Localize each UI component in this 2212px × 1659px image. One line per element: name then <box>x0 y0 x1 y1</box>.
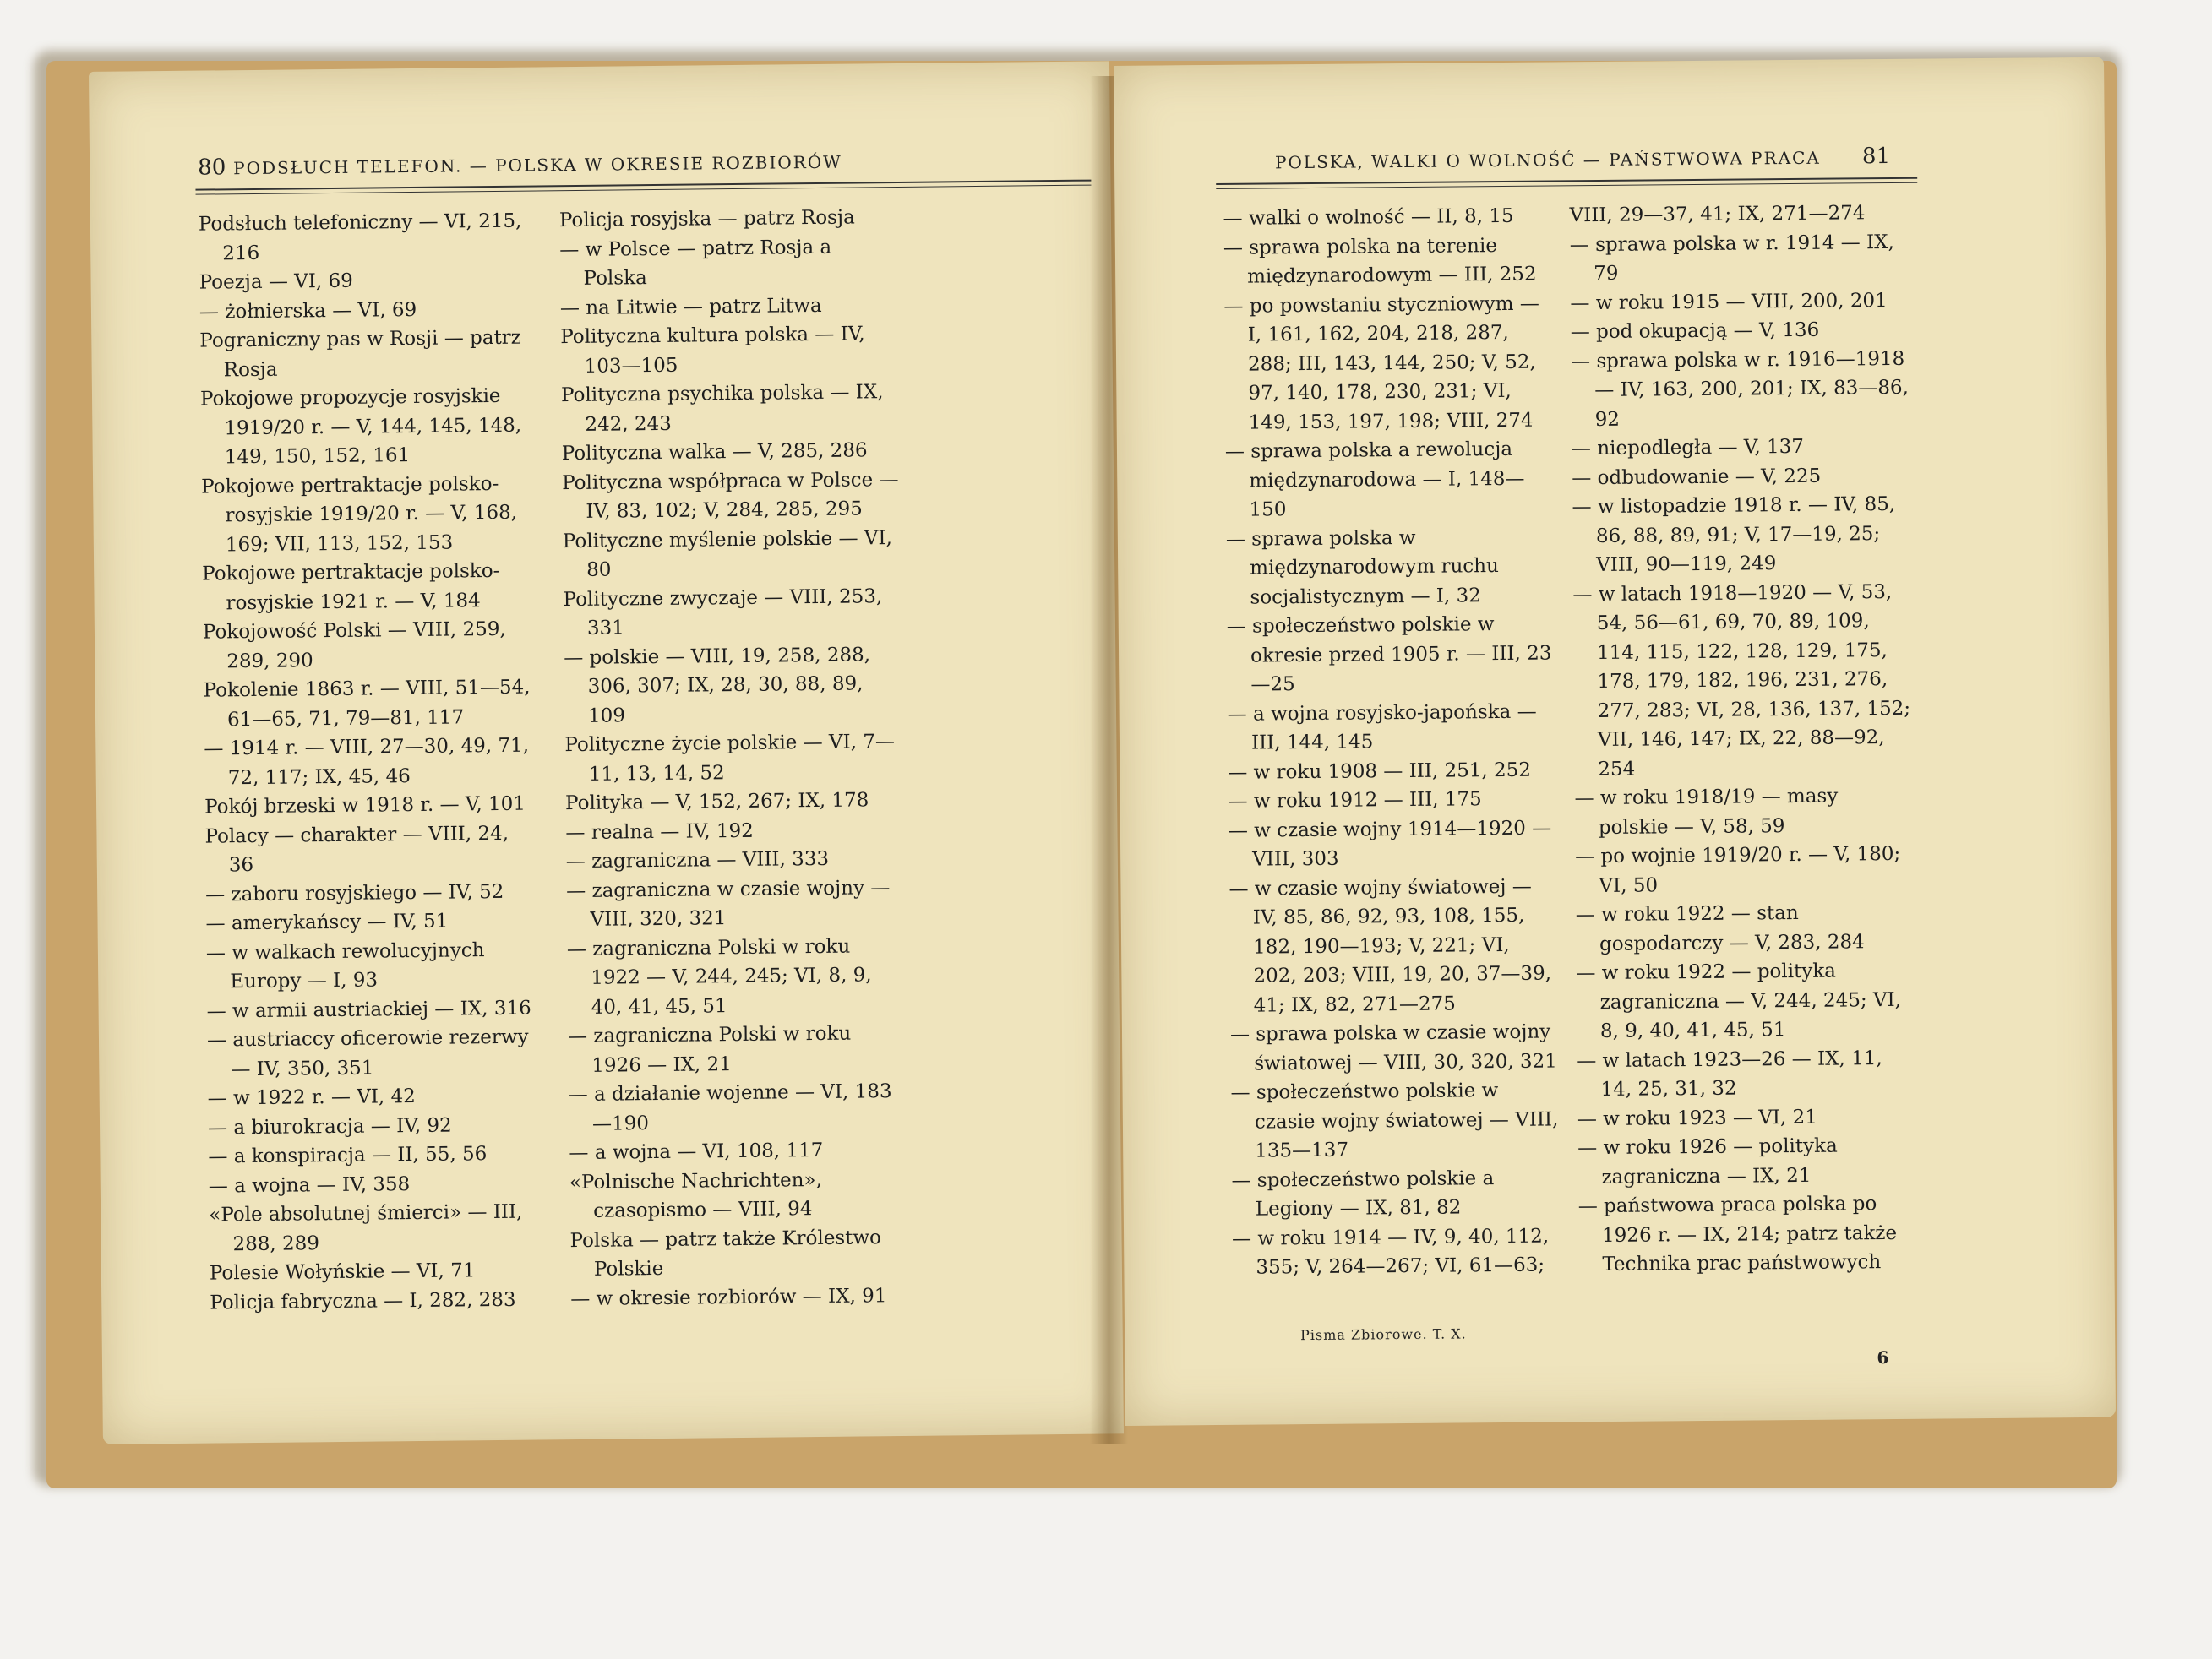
index-entry: — a wojna — VI, 108, 117 <box>569 1139 824 1165</box>
index-entry: — a wojna — IV, 358 <box>208 1172 411 1198</box>
right-page <box>1114 57 2116 1426</box>
index-entry: — w roku 1922 — stan gospodarczy — V, 283, 284 <box>1575 901 1865 955</box>
index-entry: Podsłuch telefoniczny — VI, 215, 216 <box>198 209 522 264</box>
index-entry: — w latach 1923—26 — IX, 11, 14, 25, 31, 32 <box>1577 1047 1882 1101</box>
index-entry: «Pole absolutnej śmierci» — III, 288, 289 <box>209 1200 523 1255</box>
left-index-column-1 <box>199 207 544 1318</box>
index-entry: — po powstaniu styczniowym — I, 161, 162, 204, 218, 287, 288; III, 143, 144, 250; V, 52, 97, 140, 178, 230, 231; VI, 149, 153, 197, 198; VIII, 274 <box>1223 292 1539 434</box>
index-entry: Polesie Wołyńskie — VI, 71 <box>209 1259 476 1285</box>
right-index-column-2 <box>1569 199 1916 1280</box>
page-footer-title: Pisma Zbiorowe. T. X. <box>1300 1325 1467 1344</box>
index-entry: «Polnische Nachrichten», czasopismo — VIII, 94 <box>569 1168 822 1222</box>
left-page <box>89 61 1124 1444</box>
index-entry: — w listopadzie 1918 r. — IV, 85, 86, 88, 89, 91; V, 17—19, 25; VIII, 90—119, 249 <box>1572 492 1896 577</box>
index-entry: — społeczeństwo polskie w czasie wojny światowej — VIII, 135—137 <box>1230 1080 1559 1162</box>
right-page-header <box>1114 142 2105 184</box>
index-entry: — społeczeństwo polskie w okresie przed 1905 r. — III, 23—25 <box>1226 613 1552 696</box>
index-entry: Pograniczny pas w Rosji — patrz Rosja <box>199 326 521 381</box>
index-entry: Policja rosyjska — patrz Rosja <box>558 206 855 232</box>
printer-signature-mark: 6 <box>1877 1347 1889 1368</box>
index-entry: — realna — IV, 192 <box>565 819 754 844</box>
index-entry: — w roku 1915 — VIII, 200, 201 <box>1570 289 1888 314</box>
right-page-number: 81 <box>1861 143 1891 170</box>
index-entry: Polityczna współpraca w Polsce — IV, 83, 102; V, 284, 285, 295 <box>561 468 899 523</box>
index-entry: — w 1922 r. — VI, 42 <box>207 1085 417 1110</box>
index-entry: — odbudowanie — V, 225 <box>1572 465 1822 489</box>
index-entry: — po wojnie 1919/20 r. — V, 180; VI, 50 <box>1575 842 1901 897</box>
index-entry: — w roku 1923 — VI, 21 <box>1577 1106 1817 1130</box>
right-page-running-title: POLSKA, WALKI O WOLNOŚĆ — PAŃSTWOWA PRACA <box>1274 147 1821 173</box>
left-page-running-title: PODSŁUCH TELEFON. — POLSKA W OKRESIE ROZBIORÓW <box>233 151 842 179</box>
index-entry: — 1914 r. — VIII, 27—30, 49, 71, 72, 117; IX, 45, 46 <box>204 734 530 789</box>
index-entry: — sprawa polska w r. 1916—1918 — IV, 163, 200, 201; IX, 83—86, 92 <box>1570 347 1910 431</box>
index-entry: Polityczna psychika polska — IX, 242, 243 <box>560 381 884 436</box>
index-entry: Pokojowe propozycje rosyjskie 1919/20 r. — V, 144, 145, 148, 149, 150, 152, 161 <box>199 384 522 469</box>
index-entry: — w czasie wojny światowej — IV, 85, 86, 92, 93, 108, 155, 182, 190—193; V, 221; VI, 202, 203; VIII, 19, 20, 37—39, 41; IX, 82, 271—275 <box>1229 875 1552 1017</box>
index-entry: — amerykańscy — IV, 51 <box>205 910 449 935</box>
index-entry: — niepodległa — V, 137 <box>1571 435 1805 460</box>
index-entry: Pokojowe pertraktacje polsko-rosyjskie 1921 r. — V, 184 <box>202 559 500 614</box>
index-entry: — sprawa polska a rewolucja międzynarodowa — I, 148—150 <box>1224 438 1525 521</box>
index-entry: — zagraniczna Polski w roku 1926 — IX, 21 <box>567 1022 852 1077</box>
index-entry: — na Litwie — patrz Litwa <box>559 294 822 319</box>
index-entry: Pokój brzeski w 1918 r. — V, 101 <box>204 792 526 819</box>
index-entry: Poezja — VI, 69 <box>199 269 353 294</box>
index-entry: — społeczeństwo polskie a Legiony — IX, 81, 82 <box>1231 1167 1495 1221</box>
left-page-number: 80 <box>198 155 226 181</box>
index-entry: — w walkach rewolucyjnych Europy — I, 93 <box>205 938 485 993</box>
index-entry: — zagraniczna Polski w roku 1922 — V, 244, 245; VI, 8, 9, 40, 41, 45, 51 <box>566 935 872 1019</box>
index-entry: VIII, 29—37, 41; IX, 271—274 <box>1569 202 1866 227</box>
index-entry: Polska — patrz także Królestwo Polskie <box>569 1226 882 1281</box>
index-entry: — w roku 1914 — IV, 9, 40, 112, 355; V, 264—267; VI, 61—63; <box>1232 1225 1550 1279</box>
index-entry: — zagraniczna — VIII, 333 <box>565 847 830 873</box>
index-entry: — zagraniczna w czasie wojny — VIII, 320, 321 <box>566 876 891 931</box>
index-entry: — a konspiracja — II, 55, 56 <box>208 1143 488 1168</box>
index-entry: Polacy — charakter — VIII, 24, 36 <box>204 822 509 877</box>
index-entry: — sprawa polska na terenie międzynarodowym — III, 252 <box>1223 234 1537 288</box>
index-entry: — państwowa praca polska po 1926 r. — IX, 214; patrz także Technika prac państwowych <box>1577 1193 1898 1276</box>
index-entry: Polityczne zwyczaje — VIII, 253, 331 <box>563 585 883 639</box>
right-index-column-1 <box>1223 201 1561 1282</box>
index-entry: — a biurokracja — IV, 92 <box>207 1114 452 1140</box>
left-index-column-2 <box>559 203 909 1314</box>
index-entry: Polityczne myślenie polskie — VI, 80 <box>562 526 892 581</box>
index-entry: — w okresie rozbiorów — IX, 91 <box>570 1284 887 1310</box>
index-entry: — w roku 1922 — polityka zagraniczna — V, 244, 245; VI, 8, 9, 40, 41, 45, 51 <box>1576 960 1902 1043</box>
index-entry: — w roku 1926 — polityka zagraniczna — IX, 21 <box>1577 1134 1838 1188</box>
index-entry: — polskie — VIII, 19, 258, 288, 306, 307; IX, 28, 30, 88, 89, 109 <box>564 643 871 727</box>
index-entry: — pod okupacją — V, 136 <box>1570 318 1820 344</box>
index-entry: — sprawa polska w czasie wojny światowej — VIII, 30, 320, 321 <box>1229 1020 1557 1075</box>
index-entry: — w czasie wojny 1914—1920 — VIII, 303 <box>1228 817 1552 871</box>
index-entry: — walki o wolność — II, 8, 15 <box>1223 204 1514 230</box>
index-entry: — a działanie wojenne — VI, 183—190 <box>568 1080 892 1135</box>
index-entry: — a wojna rosyjsko-japońska — III, 144, 145 <box>1227 700 1537 754</box>
index-entry: Polityczna walka — V, 285, 286 <box>561 439 868 465</box>
index-entry: — sprawa polska w międzynarodowym ruchu socjalistycznym — I, 32 <box>1225 526 1499 609</box>
index-entry: Policja fabryczna — I, 282, 283 <box>210 1288 516 1314</box>
left-page-header <box>90 145 1110 190</box>
index-entry: — w roku 1912 — III, 175 <box>1228 788 1482 813</box>
index-entry: — w roku 1918/19 — masy polskie — V, 58, 59 <box>1574 785 1839 839</box>
index-entry: — w Polsce — patrz Rosja a Polska <box>559 236 832 290</box>
index-entry: — w roku 1908 — III, 251, 252 <box>1228 759 1532 784</box>
index-entry: Pokojowość Polski — VIII, 259, 289, 290 <box>202 617 506 672</box>
index-entry: — zaboru rosyjskiego — IV, 52 <box>205 880 504 906</box>
index-entry: — żołnierska — VI, 69 <box>199 298 417 324</box>
index-entry: Pokolenie 1863 r. — VIII, 51—54, 61—65, 71, 79—81, 117 <box>203 676 531 731</box>
index-entry: — sprawa polska w r. 1914 — IX, 79 <box>1569 231 1894 286</box>
index-entry: — w armii austriackiej — IX, 316 <box>206 997 531 1023</box>
index-entry: — austriaccy oficerowie rezerwy — IV, 350, 351 <box>206 1025 529 1080</box>
index-entry: Polityka — V, 152, 267; IX, 178 <box>564 789 869 815</box>
index-entry: Polityczne życie polskie — VI, 7—11, 13, 14, 52 <box>564 731 896 786</box>
index-entry: — w latach 1918—1920 — V, 53, 54, 56—61, 69, 70, 89, 109, 114, 115, 122, 128, 129, 175, 178, 179, 182, 196, 231, 276, 277, 283; VI, 28, 136, 137, 152; VII, 146, 147; IX, 22, 88—92, 254 <box>1572 580 1911 781</box>
index-entry: Pokojowe pertraktacje polsko-rosyjskie 1919/20 r. — V, 168, 169; VII, 113, 152, 153 <box>201 472 518 556</box>
index-entry: Polityczna kultura polska — IV, 103—105 <box>560 323 865 378</box>
